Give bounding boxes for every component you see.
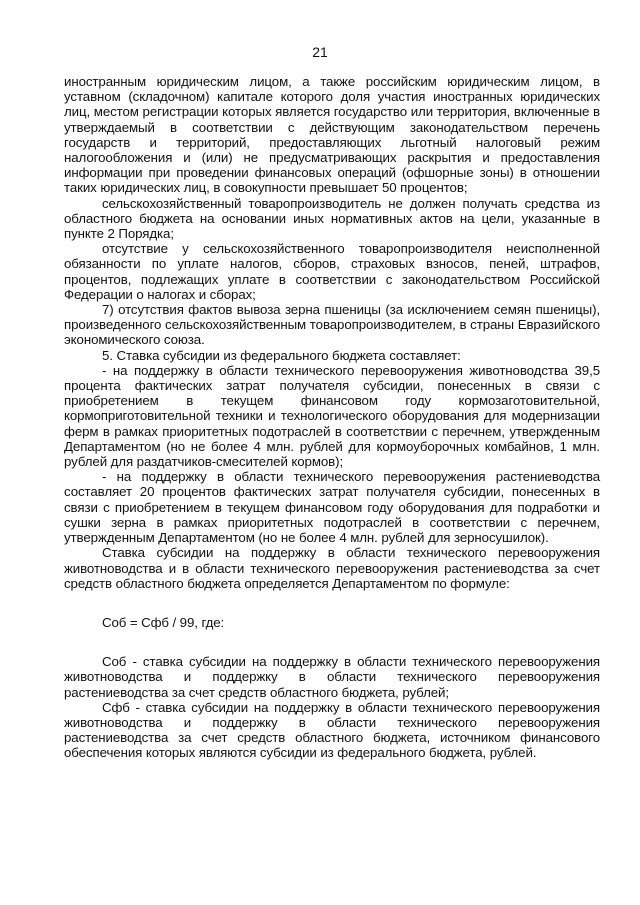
- formula: Соб = Сфб / 99, где:: [102, 614, 225, 630]
- paragraph-formula-intro: Ставка субсидии на поддержку в области технического перевооружения животноводства и в области технического перевооружения растениеводства за счет средств областного бюджета определяется Департаментом по формуле:: [64, 545, 600, 591]
- paragraph-wheat-export: 7) отсутствия фактов вывоза зерна пшеницы (за исключением семян пшеницы), произведенного сельскохозяйственным товаропроизводителем, в страны Евразийского экономического союза.: [64, 302, 600, 348]
- page-number: 21: [312, 44, 328, 60]
- document-body: [64, 74, 600, 761]
- paragraph-section-5: 5. Ставка субсидии из федерального бюджета составляет:: [102, 347, 461, 363]
- paragraph-tax-condition: отсутствие у сельскохозяйственного товаропроизводителя неисполненной обязанности по уплате налогов, сборов, страховых взносов, пеней, штрафов, процентов, подлежащих уплате в соответствии с законодательством Российской Федерации о налогах и сборах;: [64, 241, 600, 302]
- paragraph-budget-condition: сельскохозяйственный товаропроизводитель не должен получать средства из областного бюджета на основании иных нормативных актов на цели, указанные в пункте 2 Порядка;: [64, 195, 600, 242]
- paragraph-livestock-rate: - на поддержку в области технического перевооружения животноводства 39,5 процента фактических затрат получателя субсидии, понесенных в связи с приобретением в текущем финансовом году кормозаготовительной, кормоприготовительной техники и технологического оборудования для модернизации ферм в рамках приоритетных подотраслей в соответствии с перечнем, утвержденным Департаментом (но не более 4 млн. рублей для кормоуборочных комбайнов, 1 млн. рублей для раздатчиков-смесителей кормов);: [64, 362, 600, 470]
- paragraph-continuation: иностранным юридическим лицом, а также российским юридическим лицом, в уставном (складочном) капитале которого доля участия иностранных юридических лиц, местом регистрации которых является государство или территория, включенные в утверждаемый в соответствии с действующим законодательством перечень государств и территорий, предоставляющих льготный налоговый режим налогообложения и (или) не предусматривающих раскрытия и предоставления информации при проведении финансовых операций (офшорные зоны) в отношении таких юридических лиц, в совокупности превышает 50 процентов;: [64, 74, 600, 196]
- paragraph-crop-rate: - на поддержку в области технического перевооружения растениеводства составляет 20 процентов фактических затрат получателя субсидии, понесенных в связи с приобретением в текущем финансовом году оборудования для подработки и сушки зерна в рамках приоритетных подотраслей в соответствии с перечнем, утвержденным Департаментом (но не более 4 млн. рублей для зерносушилок).: [64, 469, 600, 546]
- definition-sfb: Сфб - ставка субсидии на поддержку в области технического перевооружения животноводства и поддержку в области технического перевооружения растениеводства за счет средств областного бюджета, источником финансового обеспечения которых являются субсидии из федерального бюджета, рублей.: [64, 699, 600, 761]
- definition-sob: Соб - ставка субсидии на поддержку в области технического перевооружения животноводства и поддержку в области технического перевооружения растениеводства за счет средств областного бюджета, рублей;: [64, 654, 600, 700]
